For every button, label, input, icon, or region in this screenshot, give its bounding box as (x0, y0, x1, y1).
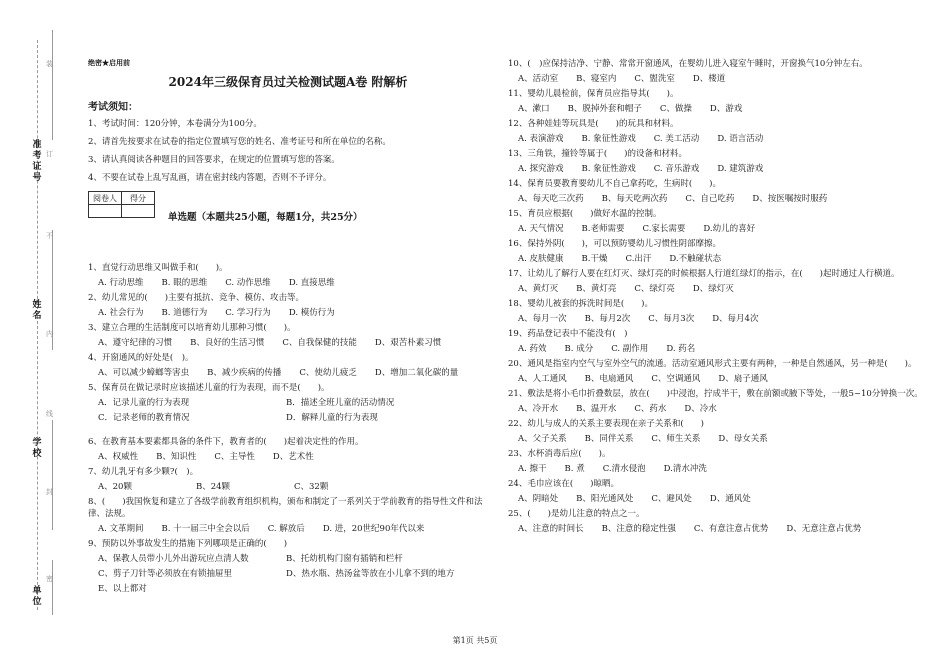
option-row (518, 493, 926, 505)
option-item[interactable]: A、父子关系 (518, 434, 567, 444)
question-text: 19、药品登记表中不能没有( ) (508, 329, 628, 339)
option-item[interactable]: D、无意注意占优势 (786, 524, 862, 534)
option-item[interactable]: C. 解放后 (267, 524, 305, 534)
question-text: 2、幼儿常见的( )主要有抵抗、竞争、模仿、攻击等。 (88, 293, 305, 303)
option-row (518, 523, 926, 535)
option-item[interactable]: B、减少疾病的传播 (207, 368, 282, 378)
option-item[interactable]: D、游戏 (709, 104, 743, 114)
question-text: 22、幼儿与成人的关系主要表现在亲子关系和( ) (508, 419, 704, 429)
section-title: 单选题（本题共25小题，每题1分，共25分） (168, 212, 363, 223)
option-item[interactable]: A、可以减少蟑螂等害虫 (98, 368, 190, 378)
option-item[interactable]: D.清水冲洗 (663, 464, 707, 474)
secret-mark: 绝密★启用前 (88, 58, 130, 67)
page-number: 第1页 共5页 (452, 636, 498, 645)
option-item[interactable]: D.幼儿的喜好 (703, 224, 756, 234)
option-item[interactable]: C、师生关系 (651, 434, 701, 444)
label-unit: 单位 (32, 586, 42, 607)
option-item[interactable]: C.家长需要 (642, 224, 686, 234)
score-table-cell[interactable] (122, 205, 155, 218)
option-row (518, 313, 926, 325)
option-row (98, 523, 488, 535)
label-name: 姓名 (32, 300, 42, 321)
option-item[interactable]: B、温开水 (576, 404, 617, 414)
option-item[interactable]: A、每月一次 (518, 314, 567, 324)
option-row (98, 451, 488, 463)
notice-item: 3、请认真阅读各种题目的回答要求，在规定的位置填写您的答案。 (88, 155, 340, 165)
option-item[interactable]: D. 模仿行为 (288, 308, 335, 318)
option-item[interactable]: A、黄灯灭 (518, 284, 559, 294)
option-item[interactable]: C、药水 (634, 404, 667, 414)
option-row (518, 343, 926, 355)
question-text: 5、保育员在做记录时应该描述儿童的行为表现，而不是( )。 (88, 383, 330, 393)
option-row (518, 193, 926, 205)
option-row (98, 397, 488, 409)
option-item[interactable]: A、阴暗处 (518, 494, 559, 504)
option-item[interactable]: A、漱口 (518, 104, 550, 114)
option-row (98, 337, 488, 349)
option-item[interactable]: C.出汗 (625, 254, 652, 264)
option-item[interactable]: C、有意注意占优势 (693, 524, 769, 534)
score-table (88, 191, 155, 218)
option-item[interactable]: B．描述全班儿童的活动情况 (286, 398, 395, 408)
option-item[interactable]: D. 直接思维 (288, 278, 335, 288)
option-item[interactable]: B、同伴关系 (584, 434, 634, 444)
option-item[interactable]: E、以上都对 (98, 584, 147, 594)
question-text: 23、水杯消毒后应( )。 (508, 449, 611, 459)
score-table-score: 得分 (122, 192, 155, 205)
seal-mark: 线 (46, 410, 53, 418)
option-row (518, 463, 926, 475)
option-item[interactable]: B、电扇通风 (584, 374, 634, 384)
option-row (98, 412, 488, 424)
question-text: 3、建立合理的生活制度可以培育幼儿那种习惯( )。 (88, 323, 296, 333)
unit-blank (52, 560, 53, 615)
question-text: 1、直觉行动思维又叫做手和( )。 (88, 263, 228, 273)
option-item[interactable]: D. 药名 (666, 344, 696, 354)
seal-dashed-line (37, 40, 38, 610)
option-row (518, 253, 926, 265)
question-text: 11、婴幼儿晨检前，保育员应指导其( )。 (508, 89, 679, 99)
option-item[interactable]: D.不触碰状态 (669, 254, 722, 264)
option-item[interactable]: A、保教人员带小儿外出游玩应点清人数 (98, 554, 249, 564)
school-blank (52, 420, 53, 530)
option-item[interactable]: A. 药效 (518, 344, 547, 354)
seal-mark: 密 (46, 575, 53, 583)
option-item[interactable]: C. 动作思维 (225, 278, 271, 288)
left-column (88, 58, 488, 190)
option-row (98, 307, 488, 319)
option-item[interactable]: B、托幼机构门窗有插销和栏杆 (286, 554, 403, 564)
option-item[interactable]: D、艺术性 (272, 452, 314, 462)
option-item[interactable]: C、每月3次 (648, 314, 695, 324)
option-item[interactable]: A. 擦干 (518, 464, 547, 474)
seal-mark: 订 (46, 150, 53, 158)
seal-mark: 装 (46, 60, 53, 68)
option-row (518, 73, 926, 85)
label-school: 学校 (32, 438, 42, 459)
left-questions (88, 262, 488, 598)
option-item[interactable]: D、扇子通风 (718, 374, 768, 384)
option-item[interactable]: C、自我保健的技能 (282, 338, 357, 348)
exam-number-blank (52, 30, 53, 140)
option-item[interactable]: C、做操 (659, 104, 692, 114)
option-item[interactable]: C．记录老师的教育情况 (98, 413, 190, 423)
option-item[interactable]: B. 眼的思维 (161, 278, 208, 288)
notice-heading: 考试须知： (88, 102, 138, 113)
option-item[interactable]: C、盥洗室 (634, 74, 675, 84)
option-item[interactable]: D. 语言活动 (717, 134, 764, 144)
question-text: 9、预防以外事故发生的措施下列哪项是正确的( ) (88, 539, 288, 549)
option-row (518, 103, 926, 115)
option-item[interactable]: A、活动室 (518, 74, 559, 84)
question-text: 12、各种娃娃等玩具是( )的玩具和材料。 (508, 119, 679, 129)
option-item[interactable]: A、注意的时间长 (518, 524, 584, 534)
option-item[interactable]: B. 煮 (564, 464, 585, 474)
label-exam-number: 准考证号 (32, 140, 42, 183)
option-item[interactable]: D、每月4次 (712, 314, 759, 324)
question-text: 4、开窗通风的好处是( )。 (88, 353, 194, 363)
question-text: 25、( )是幼儿注意的特点之一。 (508, 509, 645, 519)
option-item[interactable]: A、权威性 (98, 452, 139, 462)
question-text: 13、三角铁，撞铃等属于( )的设备和材料。 (508, 149, 687, 159)
option-item[interactable]: B. 道德行为 (161, 308, 208, 318)
seal-mark: 封 (46, 488, 53, 496)
option-row (98, 277, 488, 289)
option-item[interactable]: D、绿灯灭 (692, 284, 734, 294)
option-row (518, 403, 926, 415)
option-item[interactable]: C、空调通风 (651, 374, 701, 384)
question-text: 15、育员应根据( )做好水温的控制。 (508, 209, 662, 219)
option-item[interactable]: C、绿灯亮 (634, 284, 675, 294)
option-row (518, 223, 926, 235)
question-text: 7、幼儿乳牙有多少颗?( )。 (88, 467, 199, 477)
option-item[interactable]: A. 皮肤健康 (518, 254, 564, 264)
option-item[interactable]: C、主导性 (214, 452, 255, 462)
option-item[interactable]: B、脱掉外套和帽子 (567, 104, 642, 114)
option-row (518, 283, 926, 295)
question-text: 14、保育员要教育要幼儿不自己拿药吃，生病时( )。 (508, 179, 721, 189)
option-item[interactable]: D、母女关系 (718, 434, 768, 444)
option-row (98, 553, 488, 565)
option-item[interactable]: C. 美工活动 (653, 134, 700, 144)
option-item[interactable]: D、按医嘱按时服药 (752, 194, 828, 204)
option-item[interactable]: B、每月2次 (584, 314, 631, 324)
option-item[interactable]: B、寝室内 (576, 74, 617, 84)
option-item[interactable]: D. 进，20世纪90年代以来 (322, 524, 425, 534)
option-item[interactable]: A、人工通风 (518, 374, 567, 384)
seal-mark: 内 (46, 330, 53, 338)
option-row (518, 433, 926, 445)
option-item[interactable]: A. 文革期间 (98, 524, 144, 534)
option-item[interactable]: C. 音乐游戏 (653, 164, 700, 174)
option-item[interactable]: B.干燥 (581, 254, 608, 264)
option-row (518, 373, 926, 385)
option-item[interactable]: B. 十一届三中全会以后 (161, 524, 250, 534)
binding-margin (0, 0, 60, 671)
option-item[interactable]: C. 学习行为 (225, 308, 271, 318)
option-item[interactable]: D、热水瓶、热汤盆等放在小儿拿不到的地方 (286, 569, 455, 579)
option-item[interactable]: B.老师需要 (581, 224, 625, 234)
question-text: 20、通风是指室内空气与室外空气的流通。活动室通风形式主要有两种，一种是自然通风，另一种是( )。 (508, 359, 917, 369)
option-item[interactable]: A、20颗 (98, 482, 132, 492)
option-item[interactable]: D、通风处 (709, 494, 751, 504)
option-item[interactable]: A、冷开水 (518, 404, 559, 414)
option-item[interactable]: B、每天吃两次药 (601, 194, 668, 204)
option-row (518, 163, 926, 175)
seal-mark: 不 (46, 232, 53, 240)
option-item[interactable]: B、注意的稳定性强 (601, 524, 676, 534)
score-table-grader: 阅卷人 (89, 192, 122, 205)
question-text: 10、( )应保持洁净、宁静、常常开窗通风，在婴幼儿进入寝室午睡时，开窗换气10分钟左右。 (508, 59, 868, 69)
option-item[interactable]: B. 象征性游戏 (581, 164, 636, 174)
option-item[interactable]: B、黄灯亮 (576, 284, 617, 294)
option-item[interactable]: A．记录儿童的行为表现 (98, 398, 190, 408)
option-item[interactable]: D. 建筑游戏 (717, 164, 764, 174)
question-text: 16、保持外阴( )，可以预防婴幼儿习惯性阴部摩擦。 (508, 239, 721, 249)
option-item[interactable]: C、自己吃药 (685, 194, 735, 204)
option-item[interactable]: B. 成分 (564, 344, 594, 354)
option-row (98, 583, 488, 595)
option-item[interactable]: C、剪子刀针等必须放在有锁抽屉里 (98, 569, 233, 579)
option-item[interactable]: A. 行动思维 (98, 278, 144, 288)
notice-item: 1、考试时间：120分钟，本卷满分为100分。 (88, 119, 262, 129)
question-text: 6、在教育基本要素都具备的条件下，教育者的( )起着决定性的作用。 (88, 437, 364, 447)
option-item[interactable]: D、艰苦朴素习惯 (374, 338, 442, 348)
option-item[interactable]: C. 副作用 (611, 344, 649, 354)
score-table-cell[interactable] (89, 205, 122, 218)
option-row (98, 568, 488, 580)
option-item[interactable]: C、避风处 (651, 494, 692, 504)
option-item[interactable]: D、增加二氧化碳的量 (374, 368, 459, 378)
option-item[interactable]: A. 天气情况 (518, 224, 564, 234)
right-questions (508, 58, 926, 538)
page-title: 2024年三级保育员过关检测试题A卷 附解析 (168, 75, 408, 89)
option-item[interactable]: B、24颗 (196, 482, 231, 492)
question-text: 8、( )我国恢复和建立了各级学前教育组织机构，颁布和制定了一系列关于学前教育的指导性文件和法律、法规。 (88, 497, 483, 519)
option-item[interactable]: C、32颗 (294, 482, 329, 492)
option-item[interactable]: D、楼道 (692, 74, 726, 84)
option-item[interactable]: B. 象征性游戏 (581, 134, 636, 144)
option-item[interactable]: C.清水侵泡 (602, 464, 646, 474)
notice-item: 2、请首先按要求在试卷的指定位置填写您的姓名、准考证号和所在单位的名称。 (88, 137, 391, 147)
option-row (98, 367, 488, 379)
option-row (98, 481, 488, 493)
option-row (518, 133, 926, 145)
option-item[interactable]: A、遵守纪律的习惯 (98, 338, 173, 348)
option-item[interactable]: A、每天吃三次药 (518, 194, 584, 204)
option-item[interactable]: C、使幼儿疲乏 (299, 368, 357, 378)
question-text: 21、敷法是将小毛巾折叠数层，放在( )中浸泡，拧成半干，敷在前额或腋下等处，一般5~10分钟换一次。 (508, 389, 923, 399)
notice-item: 4、不要在试卷上乱写乱画，请在密封线内答题，否则不予评分。 (88, 173, 332, 183)
option-item[interactable]: B、知识性 (156, 452, 197, 462)
question-text: 17、让幼儿了解行人要在红灯灭、绿灯亮的时候根据人行道红绿灯的指示，在( )起时通过人行横道。 (508, 269, 900, 279)
option-item[interactable]: A. 表演游戏 (518, 134, 564, 144)
option-item[interactable]: A. 探究游戏 (518, 164, 564, 174)
option-item[interactable]: D．解释儿童的行为表现 (286, 413, 378, 423)
option-item[interactable]: B、良好的生活习惯 (190, 338, 265, 348)
question-text: 24、毛巾应该在( )晾晒。 (508, 479, 619, 489)
option-item[interactable]: D、冷水 (684, 404, 717, 414)
option-item[interactable]: B、阳光通风处 (576, 494, 634, 504)
question-text: 18、婴幼儿被套的拆洗时间是( )。 (508, 299, 653, 309)
option-item[interactable]: A. 社会行为 (98, 308, 144, 318)
